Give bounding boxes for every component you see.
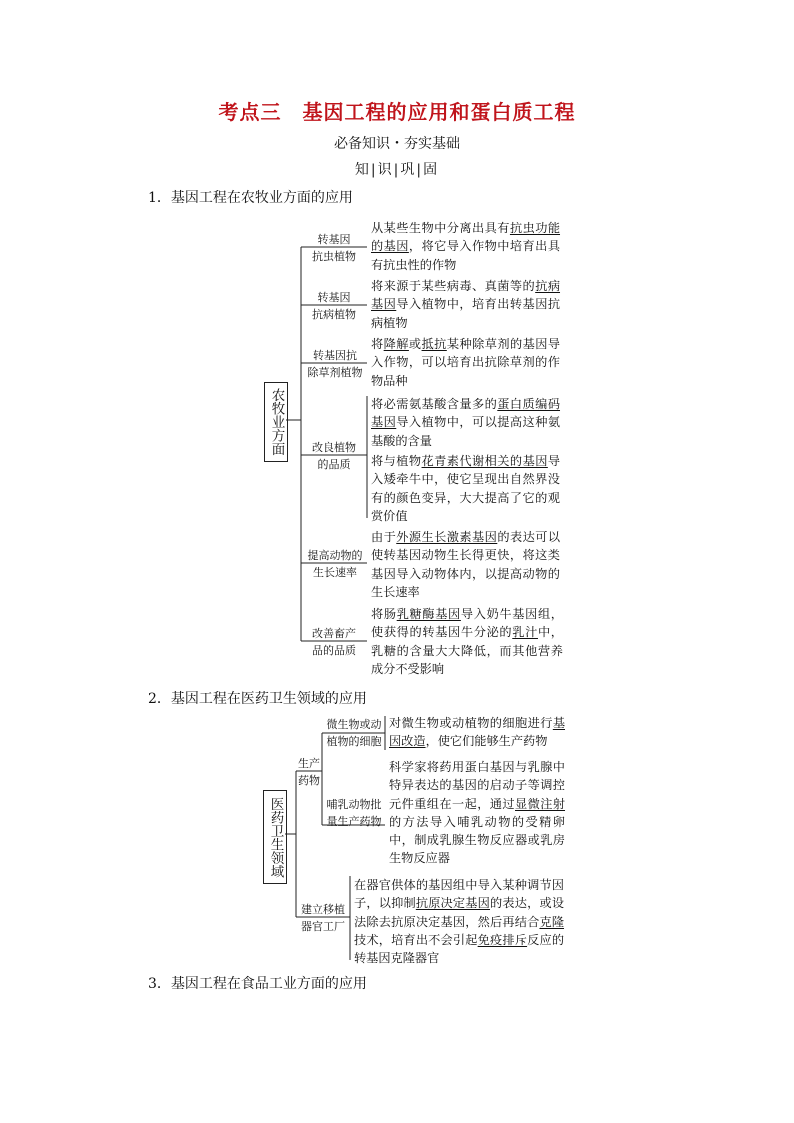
node-animal-growth: 提高动物的 生长速率 bbox=[307, 549, 363, 579]
desc-disease-resistant: 将来源于某些病毒、真菌等的抗病基因导入植物中，培育出转基因抗病植物 bbox=[371, 279, 561, 330]
node-improve-plant-quality: 改良植物 的品质 bbox=[312, 441, 356, 471]
node-insect-resistant: 转基因 抗虫植物 bbox=[312, 233, 356, 263]
node-disease-resistant: 转基因 抗病植物 bbox=[312, 291, 356, 321]
agri-root-box: 农牧业方面 bbox=[264, 382, 288, 462]
desc-mammal-production: 科学家将药用蛋白基因与乳腺中特异表达的基因的启动子等调控元件重组在一起，通过显微注射的方法导入哺乳动物的受精卵中，制成乳腺生物反应器或乳房生物反应器 bbox=[389, 760, 566, 866]
section-heading-food: 3．基因工程在食品工业方面的应用 bbox=[148, 976, 367, 992]
desc-animal-growth: 由于外源生长激素基因的表达可以使转基因动物生长得更快，将这类基因导入动物体内，以提高动物的生长速率 bbox=[371, 530, 561, 599]
section-banner: 必备知识・夯实基础 bbox=[334, 136, 460, 152]
node-microbe-plant-cells: 微生物或动 植物的细胞 bbox=[326, 718, 382, 748]
node-herbicide-resistant: 转基因抗 除草剂植物 bbox=[307, 349, 363, 379]
desc-improve-plant-a: 将必需氨基酸含量多的蛋白质编码基因导入植物中，可以提高这种氨基酸的含量 bbox=[371, 397, 561, 448]
section-subbanner: 知|识|巩|固 bbox=[354, 162, 440, 178]
desc-microbe-plant-cells: 对微生物或动植物的细胞进行基因改造，使它们能够生产药物 bbox=[389, 716, 565, 749]
desc-herbicide-resistant: 将降解或抵抗某种除草剂的基因导入作物，可以培育出抗除草剂的作物品种 bbox=[371, 337, 561, 388]
node-organ-factory: 建立移植 器官工厂 bbox=[301, 903, 345, 933]
section-heading-med: 2．基因工程在医药卫生领域的应用 bbox=[148, 691, 367, 707]
med-root-box: 医药卫生领域 bbox=[263, 790, 287, 884]
node-produce-drugs: 生产 药物 bbox=[298, 757, 320, 787]
desc-livestock-quality: 将肠乳糖酶基因导入奶牛基因组，使获得的转基因牛分泌的乳汁中，乳糖的含量大大降低，而其他营养成分不受影响 bbox=[371, 607, 563, 676]
desc-organ-factory: 在器官供体的基因组中导入某种调节因子，以抑制抗原决定基因的表达，或设法除去抗原决定基因，然后再结合克隆技术，培育出不会引起免疫排斥反应的转基因克隆器官 bbox=[354, 878, 565, 966]
node-livestock-quality: 改善畜产 品的品质 bbox=[312, 627, 356, 657]
page-title: 考点三 基因工程的应用和蛋白质工程 bbox=[218, 100, 576, 124]
section-heading-agri: 1．基因工程在农牧业方面的应用 bbox=[148, 190, 353, 206]
node-mammal-production: 哺乳动物批 量生产药物 bbox=[326, 798, 382, 828]
desc-improve-plant-b: 将与植物花青素代谢相关的基因导入矮牵牛中，使它呈现出自然界没有的颜色变异，大大提高了它的观赏价值 bbox=[371, 454, 561, 523]
desc-insect-resistant: 从某些生物中分离出具有抗虫功能的基因，将它导入作物中培育出具有抗虫性的作物 bbox=[371, 221, 561, 272]
